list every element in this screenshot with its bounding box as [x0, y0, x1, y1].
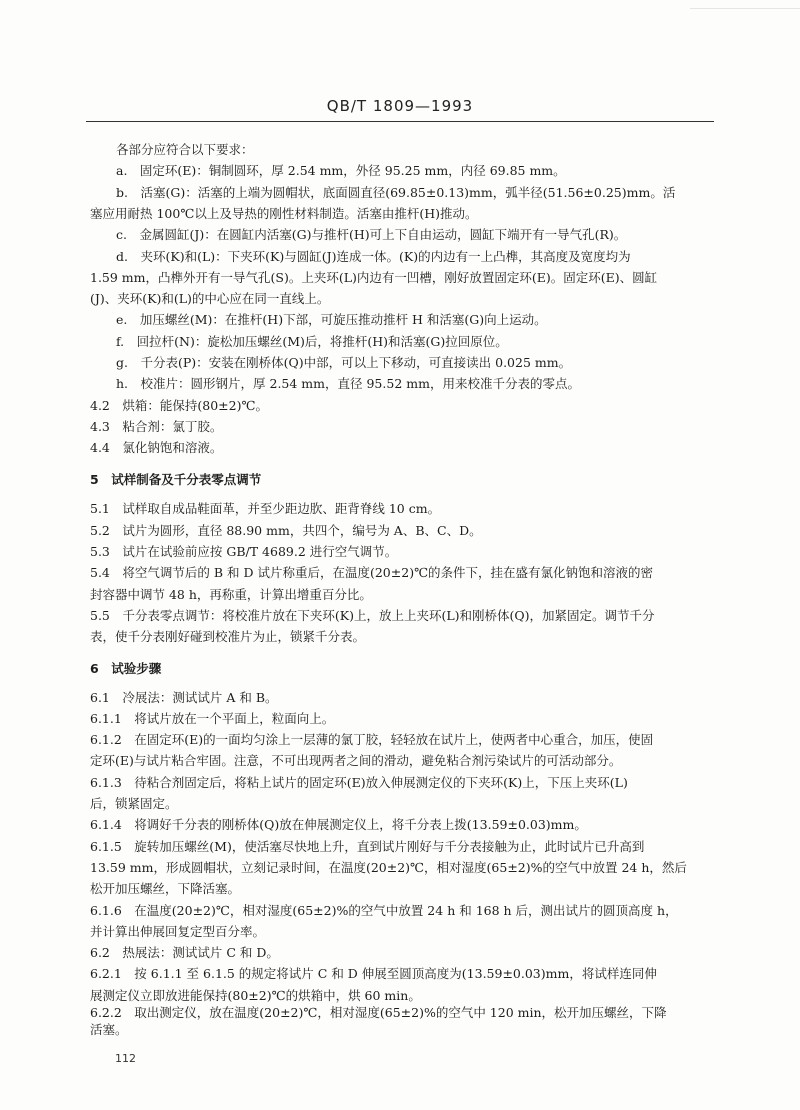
clause-6-1-5-cont-2: 松开加压螺丝，下降活塞。 — [90, 881, 241, 897]
item-h: h. 校准片：圆形钢片，厚 2.54 mm，直径 95.52 mm，用来校准千分表的零点。 — [116, 376, 580, 392]
clause-6-1-5: 6.1.5 旋转加压螺丝(M)，使活塞尽快地上升，直到试片刚好与千分表接触为止，此时试片已升高到 — [90, 838, 645, 854]
clause-4-4: 4.4 氯化钠饱和溶液。 — [90, 440, 223, 456]
item-e: e. 加压螺丝(M)：在推杆(H)下部，可旋压推动推杆 H 和活塞(G)向上运动。 — [116, 312, 547, 328]
clause-5-4-cont: 封容器中调节 48 h，再称重，计算出增重百分比。 — [90, 586, 372, 602]
clause-6-1-6-cont: 并计算出伸展回复定型百分率。 — [90, 923, 266, 939]
clause-4-3: 4.3 粘合剂：氯丁胶。 — [90, 419, 223, 434]
clause-6-1-3-cont: 后，锁紧固定。 — [90, 796, 178, 811]
clause-6-2-1: 6.2.1 按 6.1.1 至 6.1.5 的规定将试片 C 和 D 伸展至圆顶高度为(13.59±0.03)mm，将试样连同伸 — [90, 966, 657, 982]
intro-line: 各部分应符合以下要求： — [116, 142, 254, 157]
clause-6-1-2-cont: 定环(E)与试片粘合牢固。注意，不可出现两者之间的滑动，避免粘合剂污染试片的可活动部分。 — [90, 753, 622, 769]
clause-5-1: 5.1 试样取自成品鞋面革，并至少距边肷、距背脊线 10 cm。 — [90, 501, 441, 517]
clause-4-2: 4.2 烘箱：能保持(80±2)℃。 — [90, 397, 268, 413]
clause-6-1-5-cont-1: 13.59 mm，形成圆帽状，立刻记录时间，在温度(20±2)℃，相对湿度(65±2)%的空气中放置 24 h，然后 — [90, 859, 687, 875]
item-d-cont-1: 1.59 mm，凸榫外开有一导气孔(S)。上夹环(L)内边有一凹槽，刚好放置固定环(E)。固定环(E)、圆缸 — [90, 269, 658, 285]
clause-5-2: 5.2 试片为圆形，直径 88.90 mm，共四个，编号为 A、B、C、D。 — [90, 522, 482, 538]
header-rule — [86, 121, 714, 122]
scan-edge-mark — [690, 0, 800, 9]
clause-6-1-1: 6.1.1 将试片放在一个平面上，粒面向上。 — [90, 710, 335, 726]
clause-5-5-cont: 表，使千分表刚好碰到校准片为止，锁紧千分表。 — [90, 629, 366, 645]
item-a: a. 固定环(E)：铜制圆环，厚 2.54 mm，外径 95.25 mm，内径 69.85 mm。 — [116, 163, 566, 179]
clause-6-2-2: 6.2.2 取出测定仪，放在温度(20±2)℃，相对湿度(65±2)%的空气中 120 min，松开加压螺丝，下降 — [90, 1005, 667, 1021]
clause-6-1-2: 6.1.2 在固定环(E)的一面均匀涂上一层薄的氯丁胶，轻轻放在试片上，使两者中心重合，加压，使固 — [90, 732, 654, 748]
standard-header: QB/T 1809—1993 — [326, 97, 474, 115]
clause-6-1: 6.1 冷展法：测试试片 A 和 B。 — [90, 689, 278, 705]
item-f: f. 回拉杆(N)：旋松加压螺丝(M)后，将推杆(H)和活塞(G)拉回原位。 — [116, 333, 508, 349]
clause-6-2-2-cont: 活塞。 — [90, 1022, 128, 1037]
item-b: b. 活塞(G)：活塞的上端为圆帽状，底面圆直径(69.85±0.13)mm，弧半径(51.56±0.25)mm。活 — [116, 184, 676, 200]
section-5-heading: 5 试样制备及千分表零点调节 — [90, 471, 262, 487]
clause-5-5: 5.5 千分表零点调节：将校准片放在下夹环(K)上，放上上夹环(L)和刚桥体(Q)，加紧固定。调节千分 — [90, 607, 655, 623]
item-g: g. 千分表(P)：安装在刚桥体(Q)中部，可以上下移动，可直接读出 0.025 mm。 — [116, 355, 572, 371]
clause-6-1-6: 6.1.6 在温度(20±2)℃，相对湿度(65±2)%的空气中放置 24 h 和 168 h 后，测出试片的圆顶高度 h， — [90, 902, 678, 918]
section-6-heading: 6 试验步骤 — [90, 660, 162, 676]
clause-5-4: 5.4 将空气调节后的 B 和 D 试片称重后，在温度(20±2)℃的条件下，挂在盛有氯化钠饱和溶液的密 — [90, 565, 654, 581]
clause-5-3: 5.3 试片在试验前应按 GB/T 4689.2 进行空气调节。 — [90, 544, 398, 559]
item-d: d. 夹环(K)和(L)：下夹环(K)与圆缸(J)连成一体。(K)的内边有一上凸榫，其高度及宽度均为 — [116, 248, 631, 264]
clause-6-1-4: 6.1.4 将调好千分表的刚桥体(Q)放在伸展测定仪上，将千分表上拨(13.59±0.03)mm。 — [90, 817, 587, 833]
item-c: c. 金属圆缸(J)：在圆缸内活塞(G)与推杆(H)可上下自由运动，圆缸下端开有一导气孔(R)。 — [116, 227, 627, 243]
clause-6-2: 6.2 热展法：测试试片 C 和 D。 — [90, 945, 279, 961]
page-number: 112 — [115, 1052, 136, 1065]
clause-6-2-1-cont: 展测定仪立即放进能保持(80±2)℃的烘箱中，烘 60 min。 — [90, 987, 421, 1003]
clause-6-1-3: 6.1.3 待粘合剂固定后，将粘上试片的固定环(E)放入伸展测定仪的下夹环(K)上，下压上夹环(L) — [90, 774, 628, 790]
item-d-cont-2: (J)、夹环(K)和(L)的中心应在同一直线上。 — [90, 291, 330, 307]
item-b-cont: 塞应用耐热 100℃以上及导热的刚性材料制造。活塞由推杆(H)推动。 — [90, 205, 478, 221]
